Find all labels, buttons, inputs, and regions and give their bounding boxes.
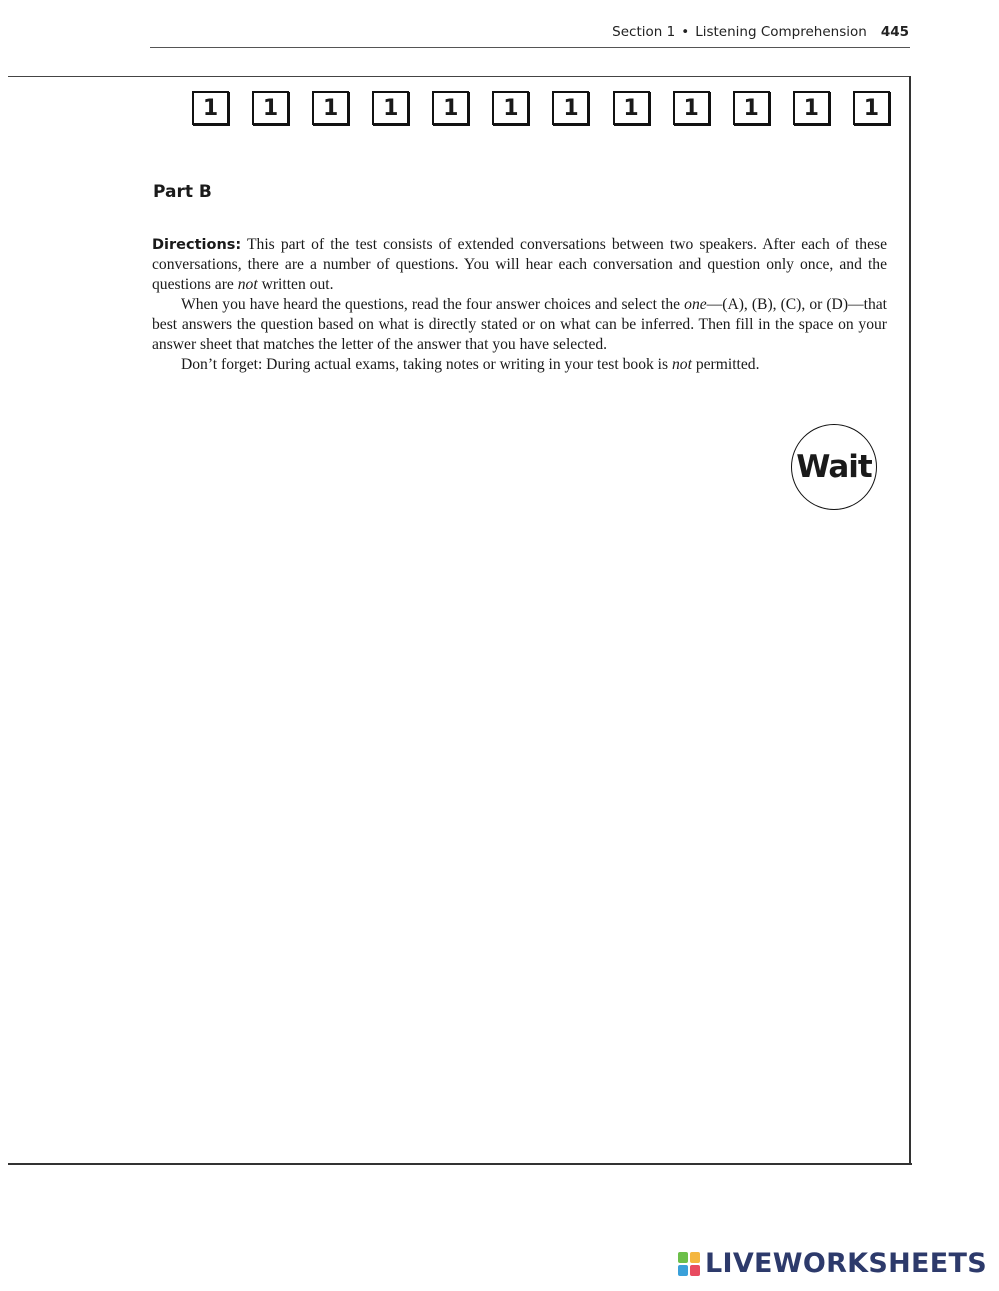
emphasis-not-2: not — [671, 356, 692, 373]
directions-text-3-end: permitted. — [691, 356, 760, 373]
directions-paragraph-3 — [152, 355, 887, 375]
liveworksheets-brand — [678, 1248, 987, 1279]
wait-label: Wait — [796, 449, 872, 485]
directions-text-2: When you have heard the questions, read the four answer choices and select the — [181, 296, 685, 313]
running-head-topic: Listening Comprehension — [695, 24, 867, 40]
emphasis-one: one — [684, 296, 707, 313]
part-title: Part B — [153, 182, 212, 202]
section-number-box: 1 — [552, 91, 589, 125]
frame-top-rule — [8, 76, 910, 77]
section-number-box: 1 — [793, 91, 830, 125]
section-number-box: 1 — [492, 91, 529, 125]
brand-name: LIVEWORKSHEETS — [704, 1248, 987, 1279]
section-number-box: 1 — [432, 91, 469, 125]
header-rule — [150, 47, 910, 48]
frame-right-rule — [909, 76, 911, 1164]
directions-text-1-end: written out. — [257, 276, 334, 293]
emphasis-not-1: not — [237, 276, 258, 293]
logo-tile — [678, 1265, 688, 1276]
running-head-section: Section 1 — [612, 24, 676, 40]
section-number-box: 1 — [673, 91, 710, 125]
directions-paragraph-1 — [152, 235, 887, 295]
section-number-box: 1 — [733, 91, 770, 125]
wait-icon — [791, 424, 877, 510]
logo-tile — [690, 1265, 700, 1276]
section-number-box: 1 — [252, 91, 289, 125]
directions-block — [152, 235, 887, 375]
logo-tile — [690, 1252, 700, 1263]
bullet-separator: • — [681, 24, 690, 40]
page-number: 445 — [880, 24, 909, 40]
running-head — [612, 24, 909, 40]
section-number-box: 1 — [372, 91, 409, 125]
directions-text-1: This part of the test consists of extended conversations between two speakers. After each of these conversations, there are a number of questions. You will hear each conversation and question only once, and the questions are — [152, 236, 887, 293]
section-number-boxes — [192, 91, 890, 128]
logo-tile — [678, 1252, 688, 1263]
directions-paragraph-2 — [152, 295, 887, 355]
section-number-box: 1 — [613, 91, 650, 125]
directions-text-2-end: —(A), (B), (C), or (D)—that best answers the question based on what is directly stated or on what can be inferred. Then fill in the space on your answer sheet that matches the letter of the answer that you have selected. — [152, 296, 887, 353]
section-number-box: 1 — [853, 91, 890, 125]
directions-label: Directions: — [152, 237, 242, 253]
directions-text-3: Don’t forget: During actual exams, taking notes or writing in your test book is — [181, 356, 672, 373]
frame-bottom-rule — [8, 1163, 912, 1165]
liveworksheets-logo-icon — [678, 1252, 700, 1276]
section-number-box: 1 — [192, 91, 229, 125]
section-number-box: 1 — [312, 91, 349, 125]
